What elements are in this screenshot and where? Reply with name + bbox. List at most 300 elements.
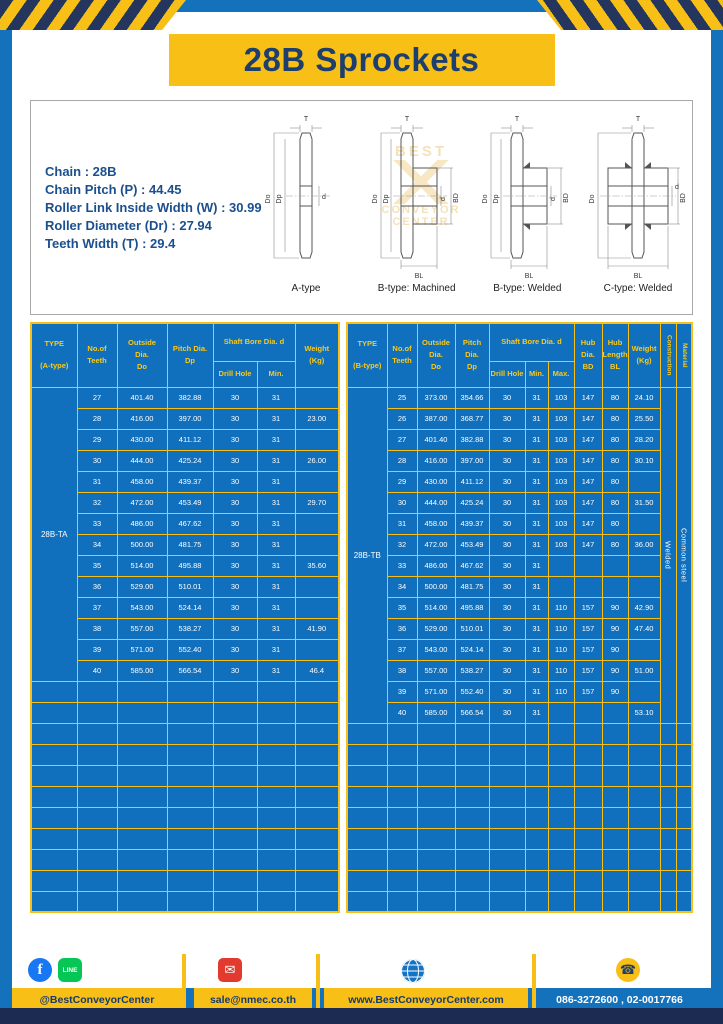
data-cell: 51.00 <box>628 660 660 681</box>
svg-text:T: T <box>404 116 409 123</box>
data-cell: 80 <box>602 471 628 492</box>
data-cell: 80 <box>602 492 628 513</box>
table-row <box>31 471 339 492</box>
empty-cell <box>676 870 692 891</box>
data-cell: 157 <box>574 597 602 618</box>
empty-row <box>31 765 339 786</box>
data-cell: 40 <box>387 702 417 723</box>
data-cell: 566.54 <box>455 702 489 723</box>
data-cell: 510.01 <box>167 576 213 597</box>
col-header-weight: Weight (Kg) <box>295 323 339 387</box>
data-cell: 42.90 <box>628 597 660 618</box>
data-cell <box>548 555 574 576</box>
data-cell: 444.00 <box>117 450 167 471</box>
phone-numbers: 086-3272600 , 02-0017766 <box>556 994 683 1006</box>
data-cell: 585.00 <box>117 660 167 681</box>
data-cell: 31 <box>257 639 295 660</box>
table-row <box>31 429 339 450</box>
data-cell: 90 <box>602 681 628 702</box>
data-cell: 30 <box>213 597 257 618</box>
data-cell: 30 <box>213 408 257 429</box>
empty-cell <box>31 681 77 702</box>
empty-cell <box>167 828 213 849</box>
empty-cell <box>628 849 660 870</box>
empty-cell <box>525 891 548 912</box>
empty-cell <box>167 744 213 765</box>
data-cell <box>295 576 339 597</box>
empty-cell <box>117 786 167 807</box>
footer-divider <box>182 954 186 1012</box>
data-cell: 430.00 <box>117 429 167 450</box>
empty-cell <box>489 807 525 828</box>
spec-line-pitch: Chain Pitch (P) : 44.45 <box>45 182 182 197</box>
data-cell: 31 <box>525 576 548 597</box>
data-cell: 411.12 <box>167 429 213 450</box>
bottom-navy-bar <box>0 1008 723 1024</box>
data-cell: 30 <box>387 492 417 513</box>
watermark-text: CONVEYOR <box>381 204 461 216</box>
data-cell: 552.40 <box>455 681 489 702</box>
table-row <box>31 576 339 597</box>
empty-cell <box>213 828 257 849</box>
empty-cell <box>117 807 167 828</box>
empty-cell <box>257 828 295 849</box>
empty-cell <box>257 702 295 723</box>
empty-cell <box>31 828 77 849</box>
svg-text:Dp: Dp <box>276 194 283 204</box>
empty-cell <box>660 786 676 807</box>
data-cell: 36 <box>387 618 417 639</box>
data-cell: 495.88 <box>167 555 213 576</box>
data-cell: 30 <box>489 597 525 618</box>
table-row <box>347 618 692 639</box>
data-cell: 467.62 <box>455 555 489 576</box>
data-cell <box>295 534 339 555</box>
data-cell: 31 <box>525 618 548 639</box>
data-cell: 110 <box>548 618 574 639</box>
col-header-pitch-dia: Pitch Dia. Dp <box>167 323 213 387</box>
empty-cell <box>347 744 387 765</box>
data-cell: 103 <box>548 513 574 534</box>
empty-cell <box>295 870 339 891</box>
data-cell <box>628 576 660 597</box>
data-cell: 29 <box>77 429 117 450</box>
svg-text:Dp: Dp <box>382 194 390 204</box>
col-header-min: Min. <box>257 361 295 387</box>
empty-cell <box>77 849 117 870</box>
empty-cell <box>602 807 628 828</box>
material-value: Common steel <box>676 387 692 723</box>
empty-cell <box>31 723 77 744</box>
svg-text:BD: BD <box>452 193 460 203</box>
empty-cell <box>548 744 574 765</box>
data-cell: 373.00 <box>417 387 455 408</box>
data-cell: 31 <box>257 513 295 534</box>
data-cell: 31 <box>525 492 548 513</box>
data-cell <box>602 576 628 597</box>
data-cell: 110 <box>548 639 574 660</box>
email-icon: ✉ <box>218 958 242 982</box>
facebook-icon: f <box>28 958 52 982</box>
data-cell: 30 <box>489 471 525 492</box>
empty-cell <box>574 765 602 786</box>
empty-cell <box>489 723 525 744</box>
data-cell: 30 <box>489 429 525 450</box>
table-row <box>347 387 692 408</box>
data-cell: 30 <box>213 639 257 660</box>
data-cell: 467.62 <box>167 513 213 534</box>
empty-cell <box>417 828 455 849</box>
empty-cell <box>676 849 692 870</box>
empty-cell <box>628 744 660 765</box>
empty-cell <box>295 723 339 744</box>
data-cell: 147 <box>574 408 602 429</box>
phone-icon: ☎ <box>616 958 640 982</box>
table-row <box>347 555 692 576</box>
empty-cell <box>257 891 295 912</box>
data-cell: 90 <box>602 618 628 639</box>
data-cell <box>602 702 628 723</box>
empty-cell <box>455 723 489 744</box>
empty-cell <box>295 828 339 849</box>
data-cell: 30 <box>489 408 525 429</box>
empty-cell <box>347 786 387 807</box>
empty-cell <box>347 870 387 891</box>
data-cell: 41.90 <box>295 618 339 639</box>
data-cell: 30 <box>213 534 257 555</box>
empty-cell <box>455 891 489 912</box>
empty-cell <box>117 828 167 849</box>
construction-value: Welded <box>660 387 676 723</box>
data-cell: 30 <box>489 492 525 513</box>
data-cell: 453.49 <box>167 492 213 513</box>
data-cell: 35.60 <box>295 555 339 576</box>
data-cell: 416.00 <box>417 450 455 471</box>
data-cell: 37 <box>387 639 417 660</box>
svg-text:Do: Do <box>588 194 596 204</box>
empty-cell <box>574 786 602 807</box>
empty-cell <box>31 744 77 765</box>
empty-cell <box>417 849 455 870</box>
empty-cell <box>213 891 257 912</box>
empty-cell <box>347 828 387 849</box>
footer-divider <box>532 954 536 1012</box>
col-header-shaft-bore: Shaft Bore Dia. d <box>489 323 574 361</box>
table-row <box>31 618 339 639</box>
col-header-type: TYPE (A-type) <box>31 323 77 387</box>
empty-cell <box>213 702 257 723</box>
data-cell: 30.10 <box>628 450 660 471</box>
data-cell: 157 <box>574 639 602 660</box>
empty-cell <box>347 723 387 744</box>
data-cell: 439.37 <box>455 513 489 534</box>
data-cell: 30 <box>213 660 257 681</box>
data-cell: 31 <box>525 660 548 681</box>
data-cell: 103 <box>548 429 574 450</box>
empty-cell <box>602 891 628 912</box>
data-cell: 382.88 <box>455 429 489 450</box>
data-cell: 28 <box>387 450 417 471</box>
diagram-label: B-type: Welded <box>493 283 562 294</box>
empty-cell <box>117 765 167 786</box>
empty-cell <box>602 786 628 807</box>
data-cell: 38 <box>387 660 417 681</box>
table-row <box>347 513 692 534</box>
empty-cell <box>574 744 602 765</box>
empty-cell <box>167 849 213 870</box>
data-cell: 529.00 <box>417 618 455 639</box>
empty-row <box>347 870 692 891</box>
data-cell: 571.00 <box>417 681 455 702</box>
empty-row <box>31 681 339 702</box>
line-app-icon: LINE <box>58 958 82 982</box>
empty-cell <box>167 891 213 912</box>
table-row <box>31 555 339 576</box>
data-cell: 510.01 <box>455 618 489 639</box>
svg-text:BL: BL <box>414 273 423 280</box>
data-cell: 31 <box>257 471 295 492</box>
data-cell: 31 <box>257 534 295 555</box>
empty-cell <box>257 744 295 765</box>
data-cell: 31 <box>525 702 548 723</box>
empty-cell <box>417 723 455 744</box>
data-cell: 31 <box>525 534 548 555</box>
empty-cell <box>417 870 455 891</box>
data-cell: 529.00 <box>117 576 167 597</box>
data-cell: 368.77 <box>455 408 489 429</box>
data-cell: 31 <box>525 429 548 450</box>
col-header-weight: Weight (Kg) <box>628 323 660 387</box>
empty-row <box>31 828 339 849</box>
svg-text:BL: BL <box>525 273 534 280</box>
data-cell: 30 <box>489 702 525 723</box>
empty-cell <box>167 870 213 891</box>
data-cell: 30 <box>489 513 525 534</box>
data-cell: 23.00 <box>295 408 339 429</box>
data-cell: 472.00 <box>117 492 167 513</box>
footer-divider <box>316 954 320 1012</box>
empty-cell <box>347 765 387 786</box>
website-url: www.BestConveyorCenter.com <box>324 988 528 1012</box>
empty-row <box>347 744 692 765</box>
data-cell: 103 <box>548 387 574 408</box>
data-cell: 157 <box>574 660 602 681</box>
data-cell: 40 <box>77 660 117 681</box>
empty-row <box>347 723 692 744</box>
data-cell: 30 <box>213 576 257 597</box>
empty-cell <box>548 723 574 744</box>
data-cell: 31 <box>257 492 295 513</box>
col-header-pitch-dia: Pitch Dia. Dp <box>455 323 489 387</box>
empty-cell <box>117 744 167 765</box>
empty-cell <box>548 891 574 912</box>
empty-cell <box>77 681 117 702</box>
data-cell: 30 <box>213 450 257 471</box>
diagram-b-type-welded <box>476 109 578 294</box>
empty-cell <box>660 765 676 786</box>
col-header-outside-dia: Outside Dia. Do <box>117 323 167 387</box>
data-cell: 157 <box>574 618 602 639</box>
empty-cell <box>455 849 489 870</box>
empty-cell <box>676 723 692 744</box>
data-cell: 401.40 <box>117 387 167 408</box>
data-cell <box>628 471 660 492</box>
empty-cell <box>213 681 257 702</box>
data-cell <box>628 513 660 534</box>
data-cell: 557.00 <box>417 660 455 681</box>
data-cell: 524.14 <box>455 639 489 660</box>
empty-cell <box>628 891 660 912</box>
data-cell: 34 <box>77 534 117 555</box>
empty-cell <box>455 870 489 891</box>
col-header-drill-hole: Drill Hole <box>489 361 525 387</box>
sprocket-diagrams <box>255 109 689 294</box>
empty-row <box>347 807 692 828</box>
spec-line-roller-dia: Roller Diameter (Dr) : 27.94 <box>45 218 212 233</box>
empty-cell <box>257 849 295 870</box>
empty-cell <box>676 828 692 849</box>
empty-cell <box>525 765 548 786</box>
data-cell: 444.00 <box>417 492 455 513</box>
data-cell: 147 <box>574 513 602 534</box>
data-cell <box>295 471 339 492</box>
empty-cell <box>31 870 77 891</box>
sprocket-cross-section-b-machined-icon <box>367 109 467 281</box>
empty-cell <box>213 744 257 765</box>
data-cell <box>574 576 602 597</box>
svg-text:BL: BL <box>633 273 643 280</box>
empty-cell <box>387 723 417 744</box>
empty-cell <box>660 744 676 765</box>
empty-cell <box>628 828 660 849</box>
table-row <box>31 450 339 471</box>
data-cell: 31 <box>257 429 295 450</box>
empty-cell <box>167 807 213 828</box>
empty-cell <box>574 723 602 744</box>
data-cell: 31 <box>525 471 548 492</box>
empty-cell <box>548 807 574 828</box>
data-cell: 32 <box>77 492 117 513</box>
empty-cell <box>257 681 295 702</box>
table-b-type <box>346 322 693 913</box>
empty-cell <box>417 786 455 807</box>
page-title: 28B Sprockets <box>169 34 555 86</box>
empty-cell <box>489 849 525 870</box>
spec-line-chain: Chain : 28B <box>45 164 117 179</box>
empty-cell <box>167 723 213 744</box>
empty-cell <box>548 828 574 849</box>
empty-row <box>347 786 692 807</box>
footer <box>12 954 711 1012</box>
data-cell: 30 <box>213 471 257 492</box>
table-row <box>347 534 692 555</box>
data-cell: 37 <box>77 597 117 618</box>
data-cell: 29.70 <box>295 492 339 513</box>
data-cell: 30 <box>213 513 257 534</box>
col-header-drill-hole: Drill Hole <box>213 361 257 387</box>
data-cell: 30 <box>489 450 525 471</box>
empty-cell <box>387 828 417 849</box>
empty-cell <box>602 870 628 891</box>
empty-row <box>31 807 339 828</box>
data-cell: 416.00 <box>117 408 167 429</box>
type-value: 28B-TB <box>347 387 387 723</box>
data-cell: 103 <box>548 450 574 471</box>
data-cell: 31 <box>525 639 548 660</box>
data-cell: 472.00 <box>417 534 455 555</box>
data-cell: 31 <box>525 513 548 534</box>
data-cell: 110 <box>548 597 574 618</box>
data-cell: 430.00 <box>417 471 455 492</box>
empty-cell <box>295 786 339 807</box>
data-cell: 571.00 <box>117 639 167 660</box>
table-a-type <box>30 322 340 913</box>
data-cell: 33 <box>77 513 117 534</box>
svg-text:d: d <box>674 184 679 191</box>
empty-cell <box>31 891 77 912</box>
data-cell <box>628 681 660 702</box>
col-header-outside-dia: Outside Dia. Do <box>417 323 455 387</box>
empty-row <box>31 702 339 723</box>
empty-cell <box>167 681 213 702</box>
watermark-text: BEST <box>394 143 447 160</box>
empty-cell <box>417 807 455 828</box>
empty-cell <box>676 891 692 912</box>
svg-text:Dp: Dp <box>493 194 501 204</box>
data-cell: 31 <box>257 576 295 597</box>
empty-cell <box>602 744 628 765</box>
empty-cell <box>455 765 489 786</box>
data-cell: 31 <box>77 471 117 492</box>
empty-cell <box>548 849 574 870</box>
data-cell: 31 <box>387 513 417 534</box>
data-cell: 147 <box>574 387 602 408</box>
empty-cell <box>525 723 548 744</box>
data-cell: 382.88 <box>167 387 213 408</box>
empty-cell <box>77 702 117 723</box>
data-cell: 30 <box>489 618 525 639</box>
data-cell: 453.49 <box>455 534 489 555</box>
empty-cell <box>257 807 295 828</box>
empty-cell <box>117 849 167 870</box>
data-cell: 26 <box>387 408 417 429</box>
data-cell: 25 <box>387 387 417 408</box>
data-cell <box>295 429 339 450</box>
empty-cell <box>455 744 489 765</box>
table-row <box>31 513 339 534</box>
data-cell: 31 <box>525 450 548 471</box>
empty-cell <box>77 807 117 828</box>
diagram-label: B-type: Machined <box>377 283 456 294</box>
empty-cell <box>295 891 339 912</box>
empty-cell <box>489 828 525 849</box>
empty-cell <box>660 891 676 912</box>
empty-cell <box>117 891 167 912</box>
empty-cell <box>574 870 602 891</box>
empty-cell <box>213 723 257 744</box>
data-cell: 24.10 <box>628 387 660 408</box>
hazard-stripe-top-left <box>0 0 186 30</box>
data-cell: 25.50 <box>628 408 660 429</box>
table-row <box>347 660 692 681</box>
data-cell: 31 <box>257 408 295 429</box>
empty-cell <box>489 744 525 765</box>
data-cell: 401.40 <box>417 429 455 450</box>
empty-cell <box>602 723 628 744</box>
empty-cell <box>525 870 548 891</box>
table-row <box>347 492 692 513</box>
data-cell: 585.00 <box>417 702 455 723</box>
